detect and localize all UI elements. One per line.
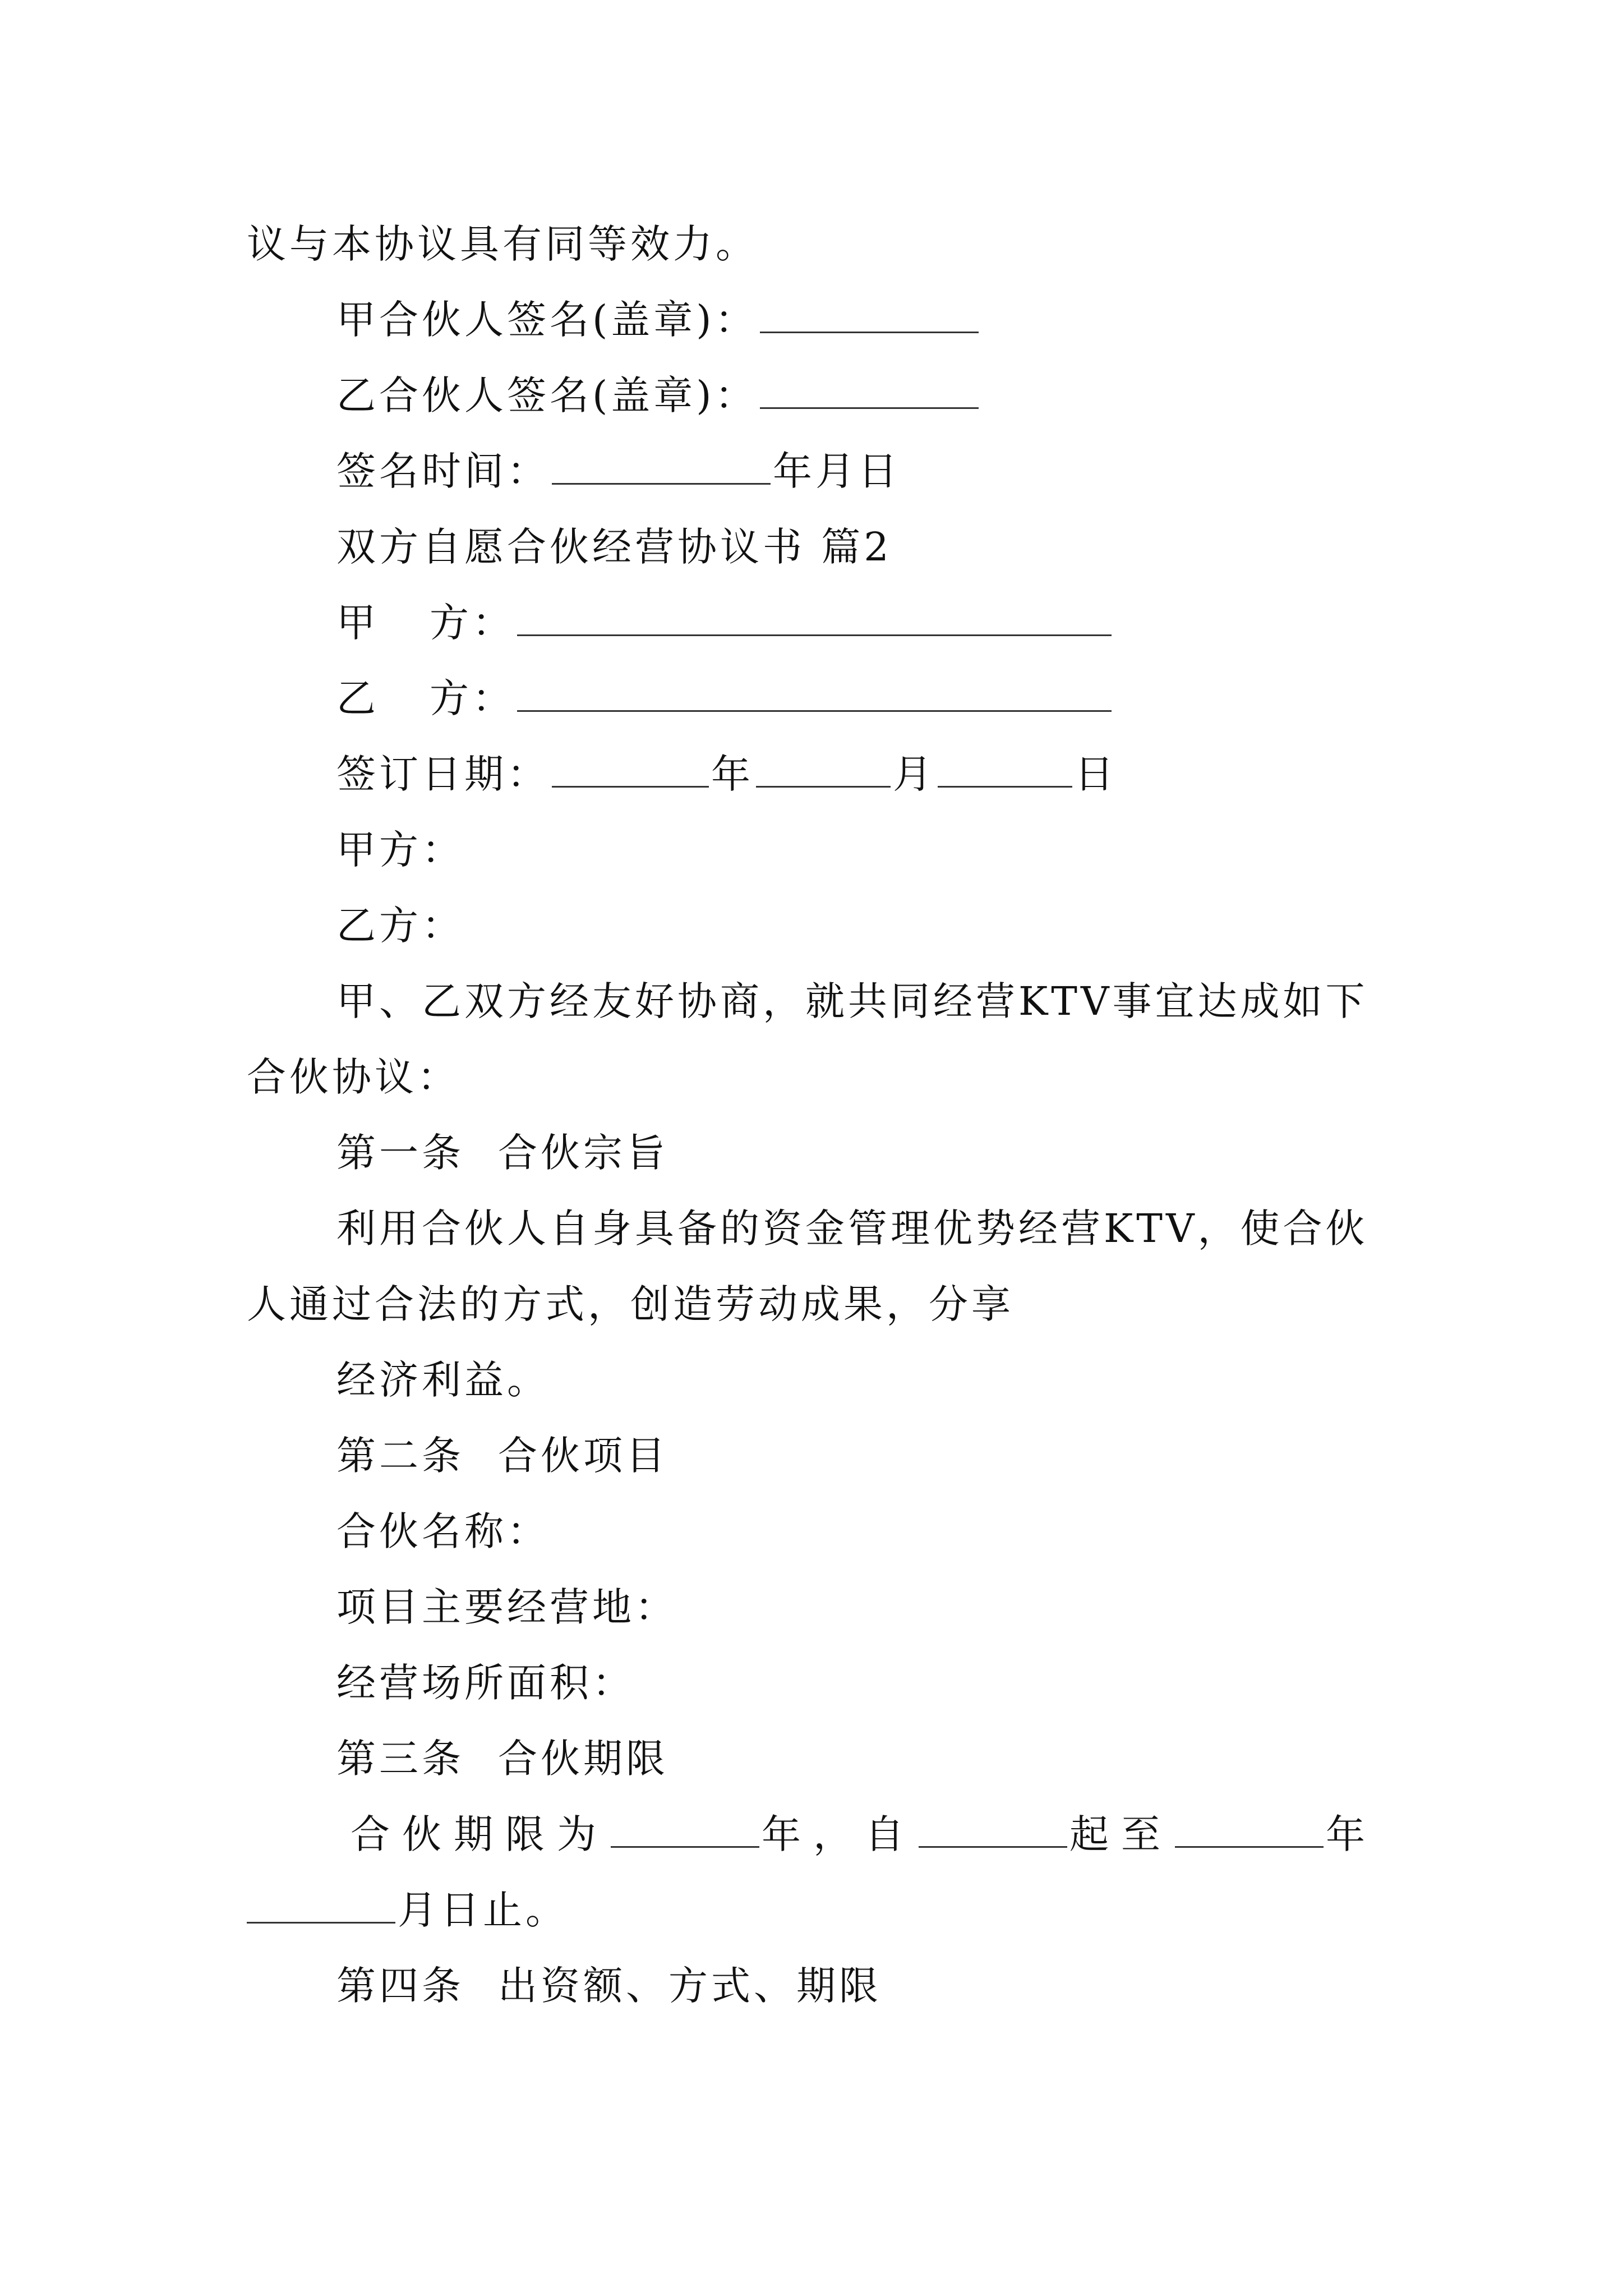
signature-line-party-a bbox=[336, 292, 981, 348]
text: 合伙宗旨 bbox=[498, 1130, 668, 1176]
text: 甲合伙人签名(盖章)： bbox=[336, 297, 758, 343]
paragraph bbox=[247, 1276, 1014, 1332]
text: 出资额、方式、期限 bbox=[498, 1963, 882, 2009]
section-title bbox=[336, 519, 892, 575]
field-line bbox=[336, 1503, 550, 1559]
start-blank[interactable] bbox=[919, 1807, 1067, 1848]
article-heading bbox=[336, 1125, 668, 1181]
paragraph bbox=[247, 1049, 460, 1105]
text: 经济利益。 bbox=[336, 1357, 550, 1403]
paragraph bbox=[336, 973, 1368, 1029]
text: 方： bbox=[430, 675, 515, 721]
text: 月日止。 bbox=[398, 1887, 568, 1933]
month-blank[interactable] bbox=[247, 1883, 395, 1924]
text: 签名时间： bbox=[336, 448, 550, 494]
signature-date-line bbox=[336, 443, 901, 499]
text: 合伙期限为 bbox=[351, 1811, 608, 1857]
text: 年，自 bbox=[762, 1811, 916, 1857]
day-blank[interactable] bbox=[938, 747, 1072, 788]
text: 双方自愿合伙经营协议书 篇2 bbox=[336, 524, 892, 570]
paragraph bbox=[336, 1352, 550, 1408]
text: 方： bbox=[430, 600, 515, 646]
signature-blank[interactable] bbox=[760, 292, 979, 333]
paragraph bbox=[336, 1200, 1368, 1257]
article-heading bbox=[336, 1428, 668, 1484]
text: 乙合伙人签名(盖章)： bbox=[336, 372, 758, 418]
text: 利用合伙人自身具备的资金管理优势经营KTV，使合伙 bbox=[336, 1205, 1368, 1251]
text: 乙方： bbox=[336, 903, 464, 949]
text: 第三条 bbox=[336, 1736, 464, 1782]
text: 年月日 bbox=[773, 448, 901, 494]
article-heading bbox=[336, 1731, 668, 1787]
field-line bbox=[336, 1579, 677, 1635]
month-blank[interactable] bbox=[756, 747, 891, 788]
article-heading bbox=[336, 1958, 882, 2014]
text: 月 bbox=[893, 751, 935, 797]
term-line-continued bbox=[247, 1882, 568, 1938]
end-year-blank[interactable] bbox=[1175, 1807, 1324, 1848]
party-a-line bbox=[336, 595, 1114, 651]
text: 合伙期限 bbox=[498, 1736, 668, 1782]
signature-blank[interactable] bbox=[760, 368, 979, 409]
paragraph-continuation bbox=[247, 216, 758, 272]
text: 年 bbox=[711, 751, 754, 797]
text: 年 bbox=[1326, 1811, 1377, 1857]
signature-line-party-b bbox=[336, 367, 981, 424]
text: 日 bbox=[1075, 751, 1117, 797]
text: 议与本协议具有同等效力。 bbox=[247, 221, 758, 267]
text: 合伙名称： bbox=[336, 1508, 550, 1554]
party-a-blank[interactable] bbox=[517, 595, 1112, 636]
party-b-line bbox=[336, 670, 1114, 726]
text: 甲、乙双方经友好协商，就共同经营KTV事宜达成如下 bbox=[336, 978, 1368, 1024]
text: 第二条 bbox=[336, 1433, 464, 1479]
field-line bbox=[336, 1655, 635, 1711]
text: 甲 bbox=[336, 600, 379, 646]
party-a-label bbox=[336, 822, 464, 878]
text: 签订日期： bbox=[336, 751, 550, 797]
text: 经营场所面积： bbox=[336, 1660, 635, 1706]
text: 项目主要经营地： bbox=[336, 1584, 677, 1630]
text: 第四条 bbox=[336, 1963, 464, 2009]
text: 乙 bbox=[336, 675, 379, 721]
date-blank[interactable] bbox=[552, 444, 771, 485]
text: 甲方： bbox=[336, 827, 464, 873]
party-b-label bbox=[336, 898, 464, 954]
text: 合伙项目 bbox=[498, 1433, 668, 1479]
signing-date-line bbox=[336, 746, 1117, 802]
term-line bbox=[351, 1806, 1377, 1862]
term-blank[interactable] bbox=[611, 1807, 759, 1848]
text: 人通过合法的方式，创造劳动成果，分享 bbox=[247, 1281, 1014, 1327]
party-b-blank[interactable] bbox=[517, 671, 1112, 712]
year-blank[interactable] bbox=[552, 747, 709, 788]
text: 第一条 bbox=[336, 1130, 464, 1176]
text: 起至 bbox=[1069, 1811, 1173, 1857]
text: 合伙协议： bbox=[247, 1054, 460, 1100]
